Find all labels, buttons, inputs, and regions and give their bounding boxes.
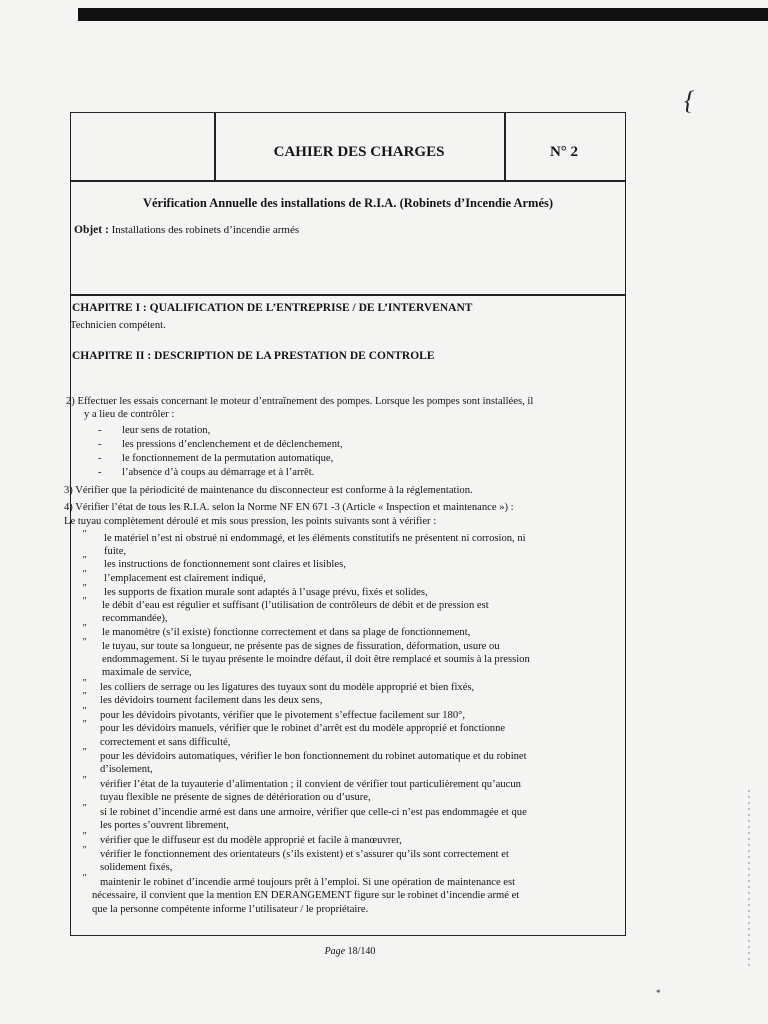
document-number: N° 2 — [549, 143, 579, 160]
quote-bullet: ″ — [82, 873, 87, 884]
chapitre-1-text: Technicien compétent. — [70, 320, 166, 331]
checklist-item: le manomètre (s’il existe) fonctionne correctement et dans sa plage de fonctionnement, — [102, 627, 471, 638]
checklist-item: les colliers de serrage ou les ligatures des tuyaux sont du modèle approprié et bien fixés, — [100, 682, 475, 693]
quote-bullet: ″ — [82, 596, 87, 607]
checklist-item: le tuyau, sur toute sa longueur, ne présente pas de signes de fissuration, déformation, usure ou — [102, 641, 500, 652]
checklist-item: vérifier que le diffuseur est du modèle approprié et facile à manœuvrer, — [100, 835, 402, 846]
scan-edge — [78, 8, 768, 21]
checklist-item-continuation: les portes s’ouvrent librement, — [100, 820, 229, 831]
checklist-item: vérifier l’état de la tuyauterie d’alimentation ; il convient de vérifier tout particulièrement qu’aucun — [100, 779, 521, 790]
checklist-item-continuation: que la personne compétente informe l’utilisateur / le propriétaire. — [92, 904, 369, 915]
checklist-item: maintenir le robinet d’incendie armé toujours prêt à l’emploi. Si une opération de maintenance est — [100, 877, 516, 888]
checklist-item: le débit d’eau est régulier et suffisant (l’utilisation de contrôleurs de débit et de pression est — [102, 600, 489, 611]
section-3: 3) Vérifier que la périodicité de maintenance du disconnecteur est conforme à la réglementation. — [64, 485, 473, 496]
quote-bullet: ″ — [82, 747, 87, 758]
handwritten-mark: { — [684, 86, 695, 115]
checklist-item: pour les dévidoirs pivotants, vérifier que le pivotement s’effectue facilement sur 180°, — [100, 710, 465, 721]
objet-label: Objet : — [74, 224, 109, 236]
chapitre-1-title: CHAPITRE I : QUALIFICATION DE L’ENTREPRISE / DE L’INTERVENANT — [72, 302, 473, 314]
dash-bullet: - — [98, 467, 102, 478]
quote-bullet: ″ — [82, 845, 87, 856]
quote-bullet: ″ — [82, 623, 87, 634]
document-subtitle: Vérification Annuelle des installations de R.I.A. (Robinets d’Incendie Armés) — [142, 196, 554, 210]
checklist-item: pour les dévidoirs manuels, vérifier que le robinet d’arrêt est du modèle approprié et fonctionne — [100, 723, 506, 734]
header-bottom-rule — [70, 180, 626, 182]
section-4-title: 4) Vérifier l’état de tous les R.I.A. selon la Norme NF EN 671 -3 (Article « Inspection et maintenance ») : — [64, 502, 514, 513]
dash-bullet: - — [98, 453, 102, 464]
scan-noise — [748, 790, 750, 970]
checklist-item: le matériel n’est ni obstrué ni endommagé, et les éléments constitutifs ne présentent ni corrosion, ni — [104, 533, 526, 544]
scan-speck: * — [656, 988, 661, 998]
objet-text: Installations des robinets d’incendie armés — [111, 224, 300, 236]
checklist-item-continuation: fuite, — [104, 546, 127, 557]
page-label: Page — [324, 946, 346, 957]
quote-bullet: ″ — [82, 831, 87, 842]
section-2-intro: 2) Effectuer les essais concernant le moteur d’entraînement des pompes. Lorsque les pompes sont installées, il — [66, 396, 534, 407]
checklist-item-continuation: recommandée), — [102, 613, 168, 624]
list-item: les pressions d’enclenchement et de déclenchement, — [122, 439, 343, 450]
checklist-item: l’emplacement est clairement indiqué, — [104, 573, 266, 584]
chapitre-2-title: CHAPITRE II : DESCRIPTION DE LA PRESTATION DE CONTROLE — [72, 350, 435, 362]
quote-bullet: ″ — [82, 691, 87, 702]
checklist-item-continuation: d’isolement, — [100, 764, 153, 775]
section-2-intro-cont: y a lieu de contrôler : — [84, 409, 175, 420]
quote-bullet: ″ — [82, 678, 87, 689]
list-item: l’absence d’à coups au démarrage et à l’arrêt. — [122, 467, 315, 478]
checklist-item: pour les dévidoirs automatiques, vérifier le bon fonctionnement du robinet automatique et du robinet — [100, 751, 527, 762]
checklist-item: les dévidoirs tournent facilement dans les deux sens, — [100, 695, 323, 706]
page-footer — [0, 946, 700, 957]
quote-bullet: ″ — [82, 637, 87, 648]
quote-bullet: ″ — [82, 569, 87, 580]
quote-bullet: ″ — [82, 803, 87, 814]
quote-bullet: ″ — [82, 719, 87, 730]
quote-bullet: ″ — [82, 555, 87, 566]
dash-bullet: - — [98, 439, 102, 450]
checklist-item-continuation: endommagement. Si le tuyau présente le moindre défaut, il doit être remplacé et soumis à la pression — [102, 654, 530, 665]
checklist-item: les supports de fixation murale sont adaptés à l’usage prévu, fixés et solides, — [104, 587, 428, 598]
dash-bullet: - — [98, 425, 102, 436]
list-item: leur sens de rotation, — [122, 425, 211, 436]
checklist-item-continuation: solidement fixés, — [100, 862, 173, 873]
objet-bottom-rule — [70, 294, 626, 296]
checklist-item-continuation: tuyau flexible ne présente de signes de détérioration ou d’usure, — [100, 792, 371, 803]
objet — [74, 224, 299, 236]
checklist-item-continuation: nécessaire, il convient que la mention EN DERANGEMENT figure sur le robinet d’incendie armé et — [92, 890, 520, 901]
checklist-item: vérifier le fonctionnement des orientateurs (s’ils existent) et s’assurer qu’ils sont correctement et — [100, 849, 509, 860]
document-title: CAHIER DES CHARGES — [273, 143, 445, 160]
checklist-item: les instructions de fonctionnement sont claires et lisibles, — [104, 559, 346, 570]
checklist-item-continuation: correctement et sans difficulté, — [100, 737, 231, 748]
section-4-intro: Le tuyau complètement déroulé et mis sous pression, les points suivants sont à vérifier : — [64, 516, 437, 527]
quote-bullet: ″ — [82, 583, 87, 594]
page-number: 18/140 — [347, 946, 376, 957]
checklist-item: si le robinet d’incendie armé est dans une armoire, vérifier que celle-ci n’est pas endommagée et que — [100, 807, 527, 818]
list-item: le fonctionnement de la permutation automatique, — [122, 453, 334, 464]
checklist-item-continuation: maximale de service, — [102, 667, 192, 678]
quote-bullet: ″ — [82, 529, 87, 540]
quote-bullet: ″ — [82, 706, 87, 717]
quote-bullet: ″ — [82, 775, 87, 786]
